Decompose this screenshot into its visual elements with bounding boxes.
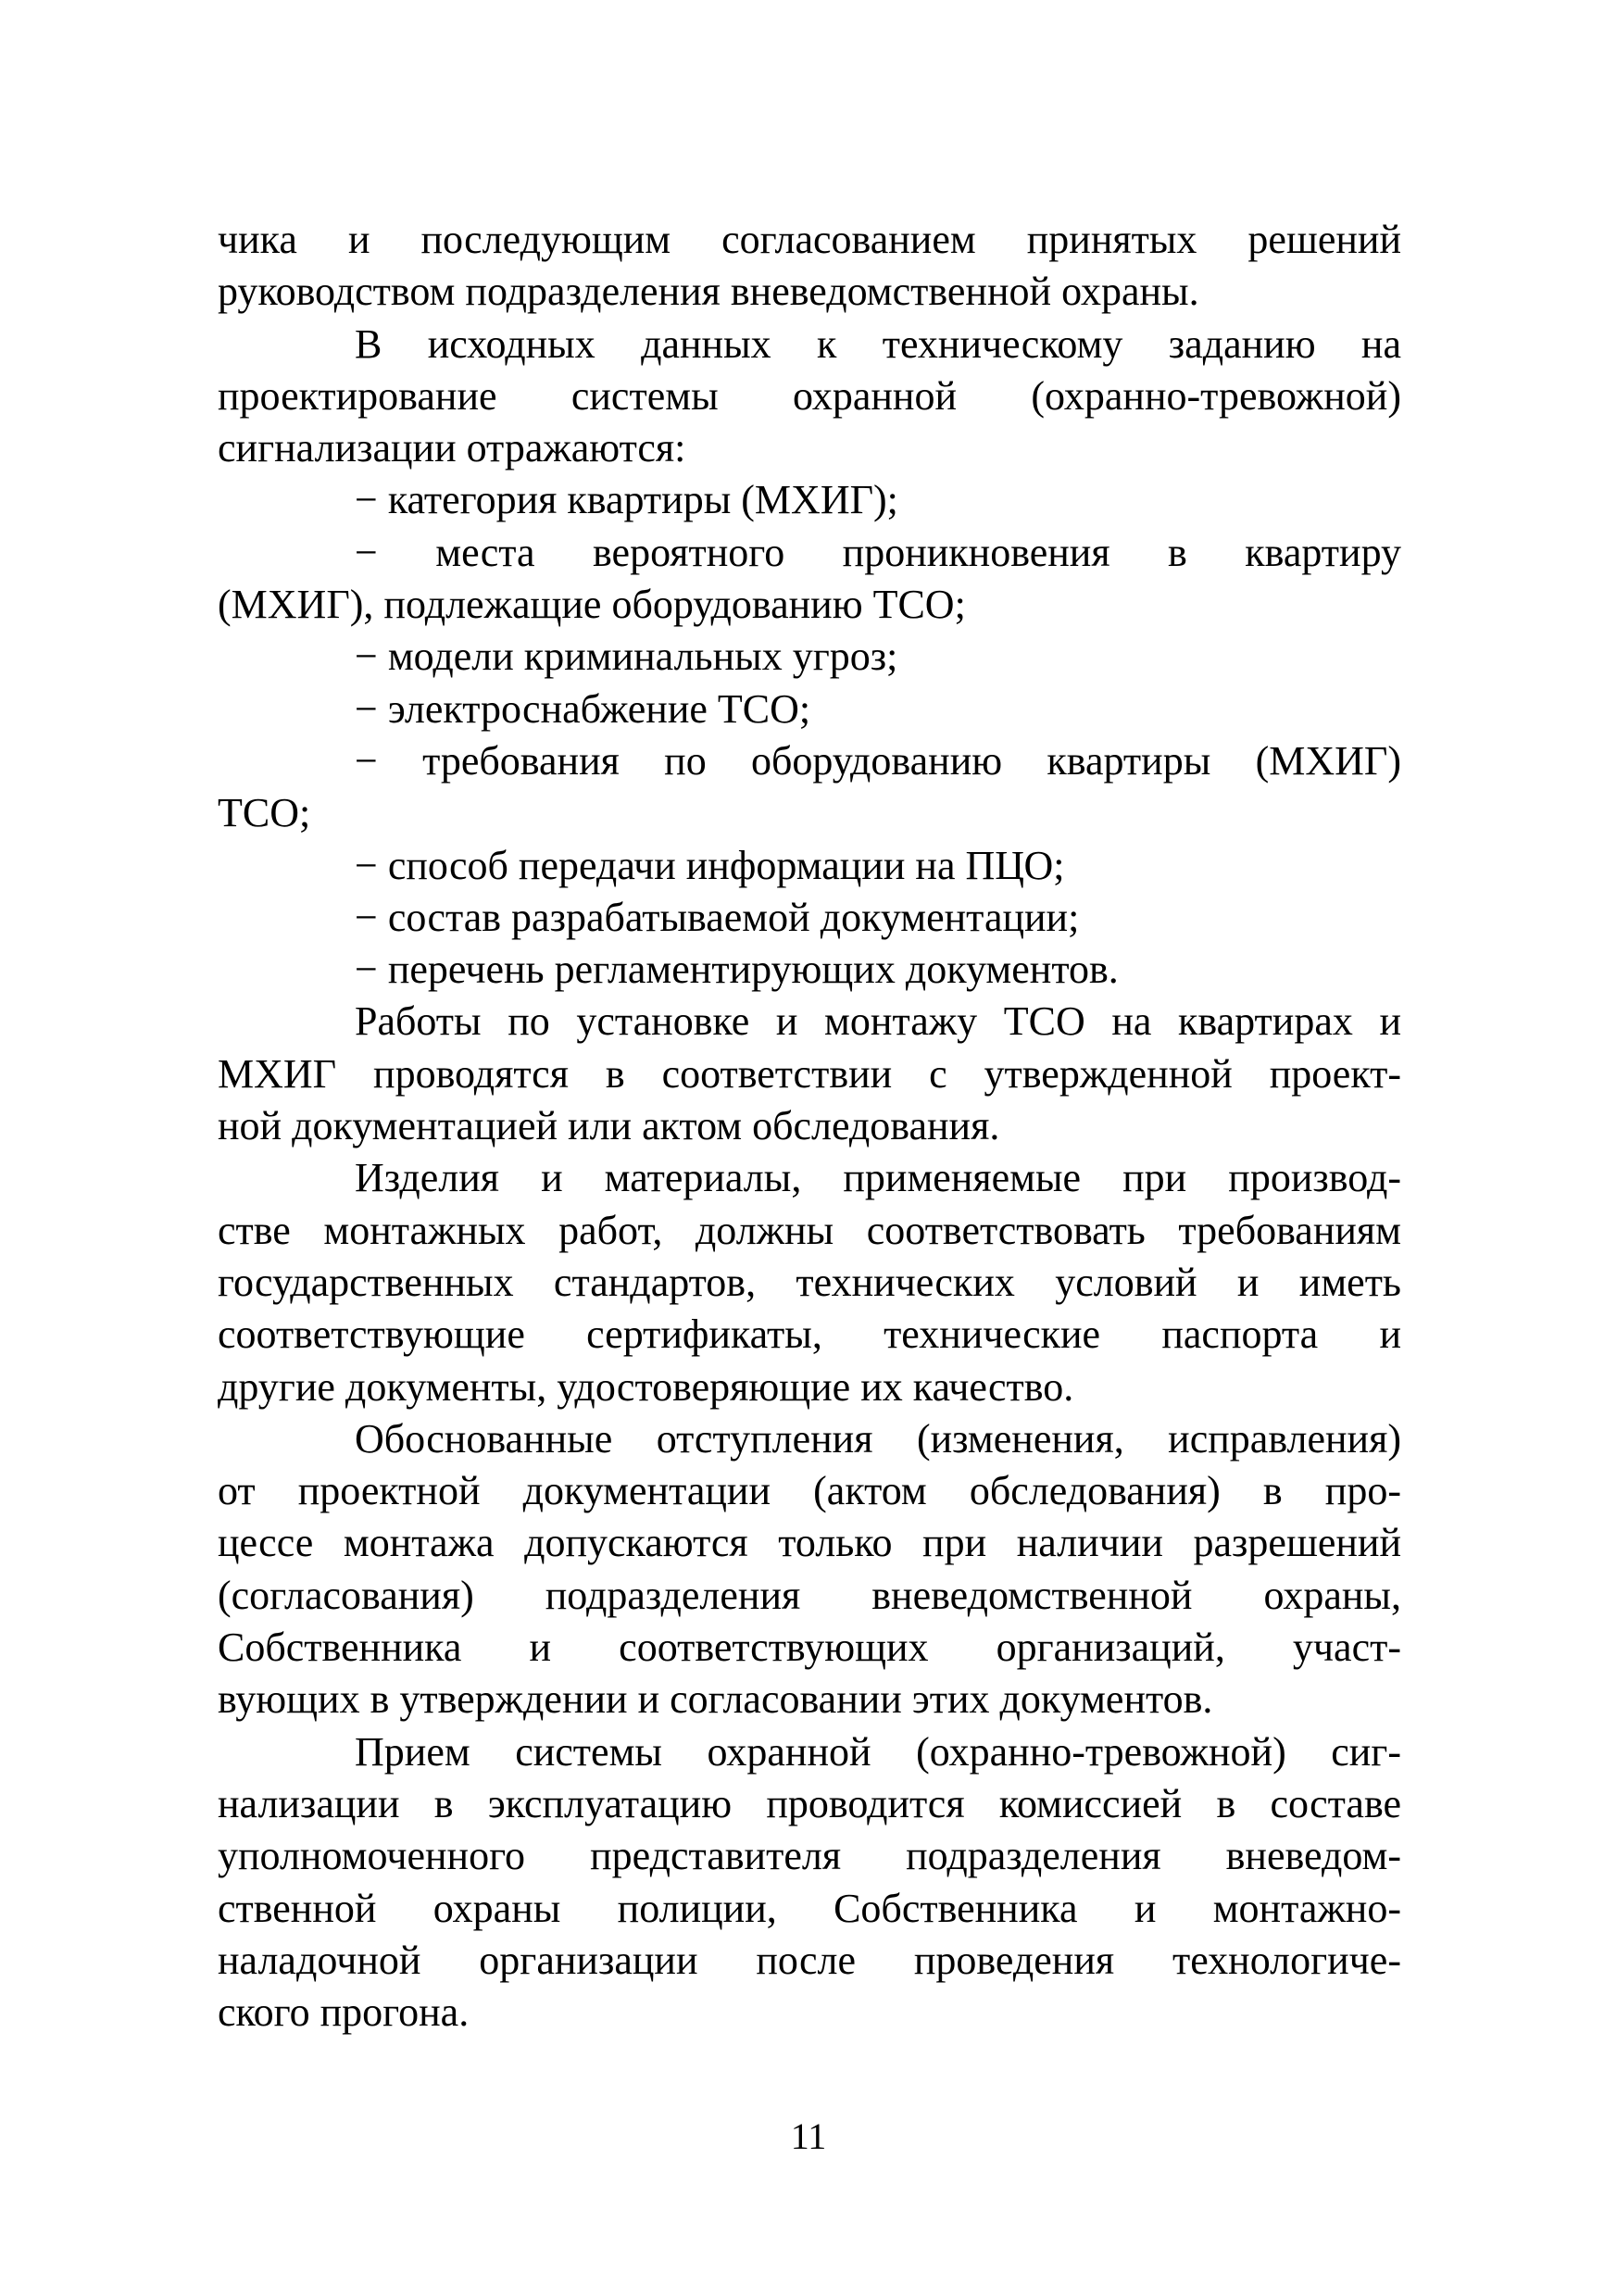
body-text	[218, 214, 1401, 2039]
text-line: вующих в утверждении и согласовании этих документов.	[218, 1676, 1213, 1723]
text-line: от проектной документации (актом обследования) в про-	[218, 1468, 1401, 1514]
text-line: Прием системы охранной (охранно-тревожной) сиг-	[355, 1728, 1401, 1775]
text-line: Обоснованные отступления (изменения, исправления)	[355, 1415, 1401, 1462]
text-line: стве монтажных работ, должны соответствовать требованиям	[218, 1207, 1401, 1253]
text-line: нализации в эксплуатацию проводится комиссией в составе	[218, 1780, 1401, 1826]
text-line: руководством подразделения вневедомственной охраны.	[218, 269, 1199, 315]
text-line: − электроснабжение ТСО;	[355, 685, 811, 732]
text-line: Работы по установке и монтажу ТСО на квартирах и	[355, 998, 1401, 1045]
text-line: − состав разрабатываемой документации;	[355, 894, 1080, 940]
text-line: другие документы, удостоверяющие их качество.	[218, 1363, 1074, 1410]
text-line: наладочной организации после проведения технологиче-	[218, 1937, 1401, 1983]
text-line: ТСО;	[218, 790, 311, 836]
text-line: Изделия и материалы, применяемые при производ-	[355, 1155, 1401, 1201]
text-line: − места вероятного проникновения в квартиру	[355, 529, 1401, 575]
text-line: В исходных данных к техническому заданию на	[355, 320, 1401, 367]
text-line: сигнализации отражаются:	[218, 425, 686, 471]
text-line: Собственника и соответствующих организаций, участ-	[218, 1625, 1401, 1671]
text-line: МХИГ проводятся в соответствии с утвержденной проект-	[218, 1050, 1401, 1097]
text-line: соответствующие сертификаты, технические паспорта и	[218, 1311, 1401, 1358]
text-line: (согласования) подразделения вневедомственной охраны,	[218, 1572, 1401, 1618]
text-line: ского прогона.	[218, 1989, 470, 2036]
text-line: − категория квартиры (МХИГ);	[355, 477, 898, 523]
text-line: − перечень регламентирующих документов.	[355, 947, 1119, 993]
text-line: (МХИГ), подлежащие оборудованию ТСО;	[218, 582, 966, 628]
page-number: 11	[790, 2115, 827, 2157]
text-line: ственной охраны полиции, Собственника и монтажно-	[218, 1885, 1401, 1931]
text-line: государственных стандартов, технических условий и иметь	[218, 1259, 1401, 1305]
text-line: цессе монтажа допускаются только при наличии разрешений	[218, 1520, 1401, 1566]
text-line: чика и последующим согласованием принятых решений	[218, 217, 1401, 262]
text-line: − способ передачи информации на ПЦО;	[355, 842, 1065, 888]
text-line: проектирование системы охранной (охранно-тревожной)	[218, 372, 1401, 419]
text-line: − модели криминальных угроз;	[355, 634, 898, 680]
text-line: ной документацией или актом обследования.	[218, 1103, 1000, 1149]
text-line: уполномоченного представителя подразделения вневедом-	[218, 1833, 1401, 1879]
text-line: − требования по оборудованию квартиры (МХИГ)	[355, 737, 1401, 784]
